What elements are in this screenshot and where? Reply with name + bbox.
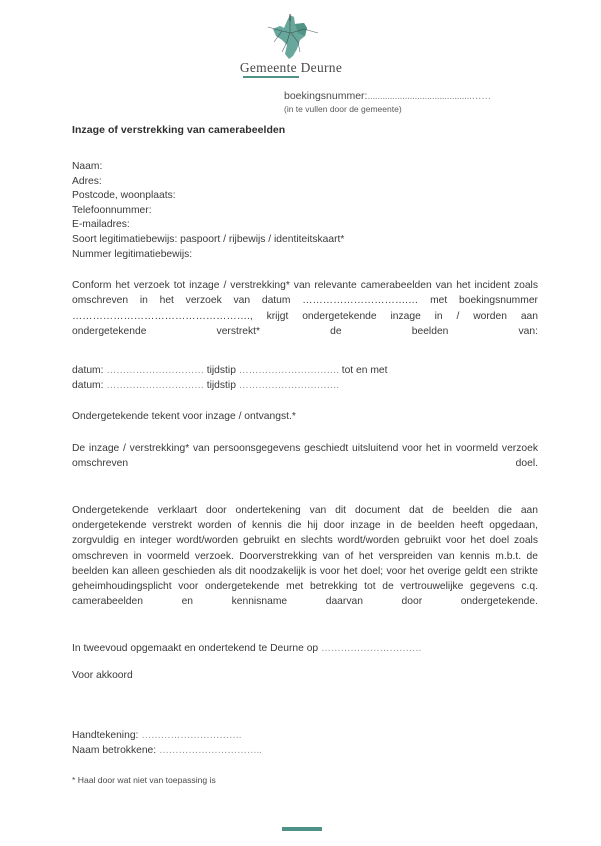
naam-betrokkene-dots[interactable]: ………………………….. [159,745,262,757]
datum-label: datum: [72,364,104,376]
paragraph-conform: Conform het verzoek tot inzage / verstrekking* van relevante camerabeelden van het incident zoals omschreven in het verzoek van datum ………………………….… met boekingsnummer ……………………………………………., krijgt ondergetekende inzage in / worden aan ondergetekende verstrekt* de beelden van: [72,280,538,338]
field-row[interactable]: E-mailadres: [72,219,130,231]
field-row[interactable]: Postcode, woonplaats: [72,190,176,202]
booking-number-label: boekingsnummer: [284,90,368,102]
datum-dots[interactable]: ………………………… [106,380,204,392]
organization-name [226,60,356,76]
booking-number-block [284,90,534,114]
footer-accent-bar [282,827,322,831]
document-body [72,124,538,785]
booking-number-dots[interactable]: ..........................................…… [367,91,491,102]
page-title: Inzage of verstrekking van camerabeelden [72,124,286,136]
handtekening-row[interactable] [72,728,538,743]
tweevoud-dots[interactable]: …………………………. [321,643,422,655]
datum-suffix: tot en met [341,364,388,376]
handtekening-dots[interactable]: …………………………. [141,729,242,741]
field-row[interactable]: Naam: [72,161,103,172]
voor-akkoord-label: Voor akkoord [72,670,133,682]
tijdstip-label: tijdstip [206,364,236,376]
applicant-fields [72,160,538,262]
paragraph-inzage-doel: De inzage / verstrekking* van persoonsgegevens geschiedt uitsluitend voor het in voormeld verzoek omschreven doel. [72,442,538,470]
logo-underline [243,76,299,78]
datum-label: datum: [72,380,104,392]
tijdstip-label: tijdstip [206,380,236,392]
booking-number-note: (in te vullen door de gemeente) [284,104,402,114]
datum-row[interactable] [72,363,538,378]
booking-number-line [284,90,534,102]
paragraph-tekent: Ondergetekende tekent voor inzage / ontvangst.* [72,411,296,423]
organization-name-text: Gemeente Deurne [239,60,343,75]
tijdstip-dots[interactable]: …………………………. [238,380,339,392]
field-row[interactable]: Soort legitimatiebewijs: paspoort / rijbewijs / identiteitskaart* [72,233,345,245]
tweevoud-label: In tweevoud opgemaakt en ondertekend te Deurne op [72,643,319,655]
datum-dots[interactable]: ………………………… [106,364,204,376]
paragraph-verklaring: Ondergetekende verklaart door ondertekening van dit document dat de beelden die aan ondergetekende verstrekt worden of kennis die hij door inzage in de beelden heeft opgedaan, zorgvuldig en integer wordt/worden gebruikt en slechts wordt/worden gebruikt voor het doel zoals omschreven in voormeld verzoek. Doorverstrekking van of het verspreiden van kennis m.b.t. de beelden kan alleen geschieden als dit noodzakelijk is voor het doel; voor het overige geldt een strikte geheimhoudingsplicht voor ondergetekende met betrekking tot de vertrouwelijke gegevens c.q. camerabeelden en kennisname daarvan door ondergetekende. [72,504,538,608]
municipality-map-icon [260,12,322,62]
tijdstip-dots[interactable]: …………………………. [238,364,339,376]
naam-betrokkene-label: Naam betrokkene: [72,745,157,757]
organization-logo [226,12,356,76]
field-row[interactable]: Telefoonnummer: [72,204,152,216]
tweevoud-row[interactable] [72,641,538,656]
naam-betrokkene-row[interactable] [72,743,538,758]
datum-row[interactable] [72,378,538,393]
field-row[interactable]: Nummer legitimatiebewijs: [72,248,193,260]
field-row[interactable]: Adres: [72,175,102,187]
handtekening-label: Handtekening: [72,729,139,741]
footnote: * Haal door wat niet van toepassing is [72,774,216,785]
